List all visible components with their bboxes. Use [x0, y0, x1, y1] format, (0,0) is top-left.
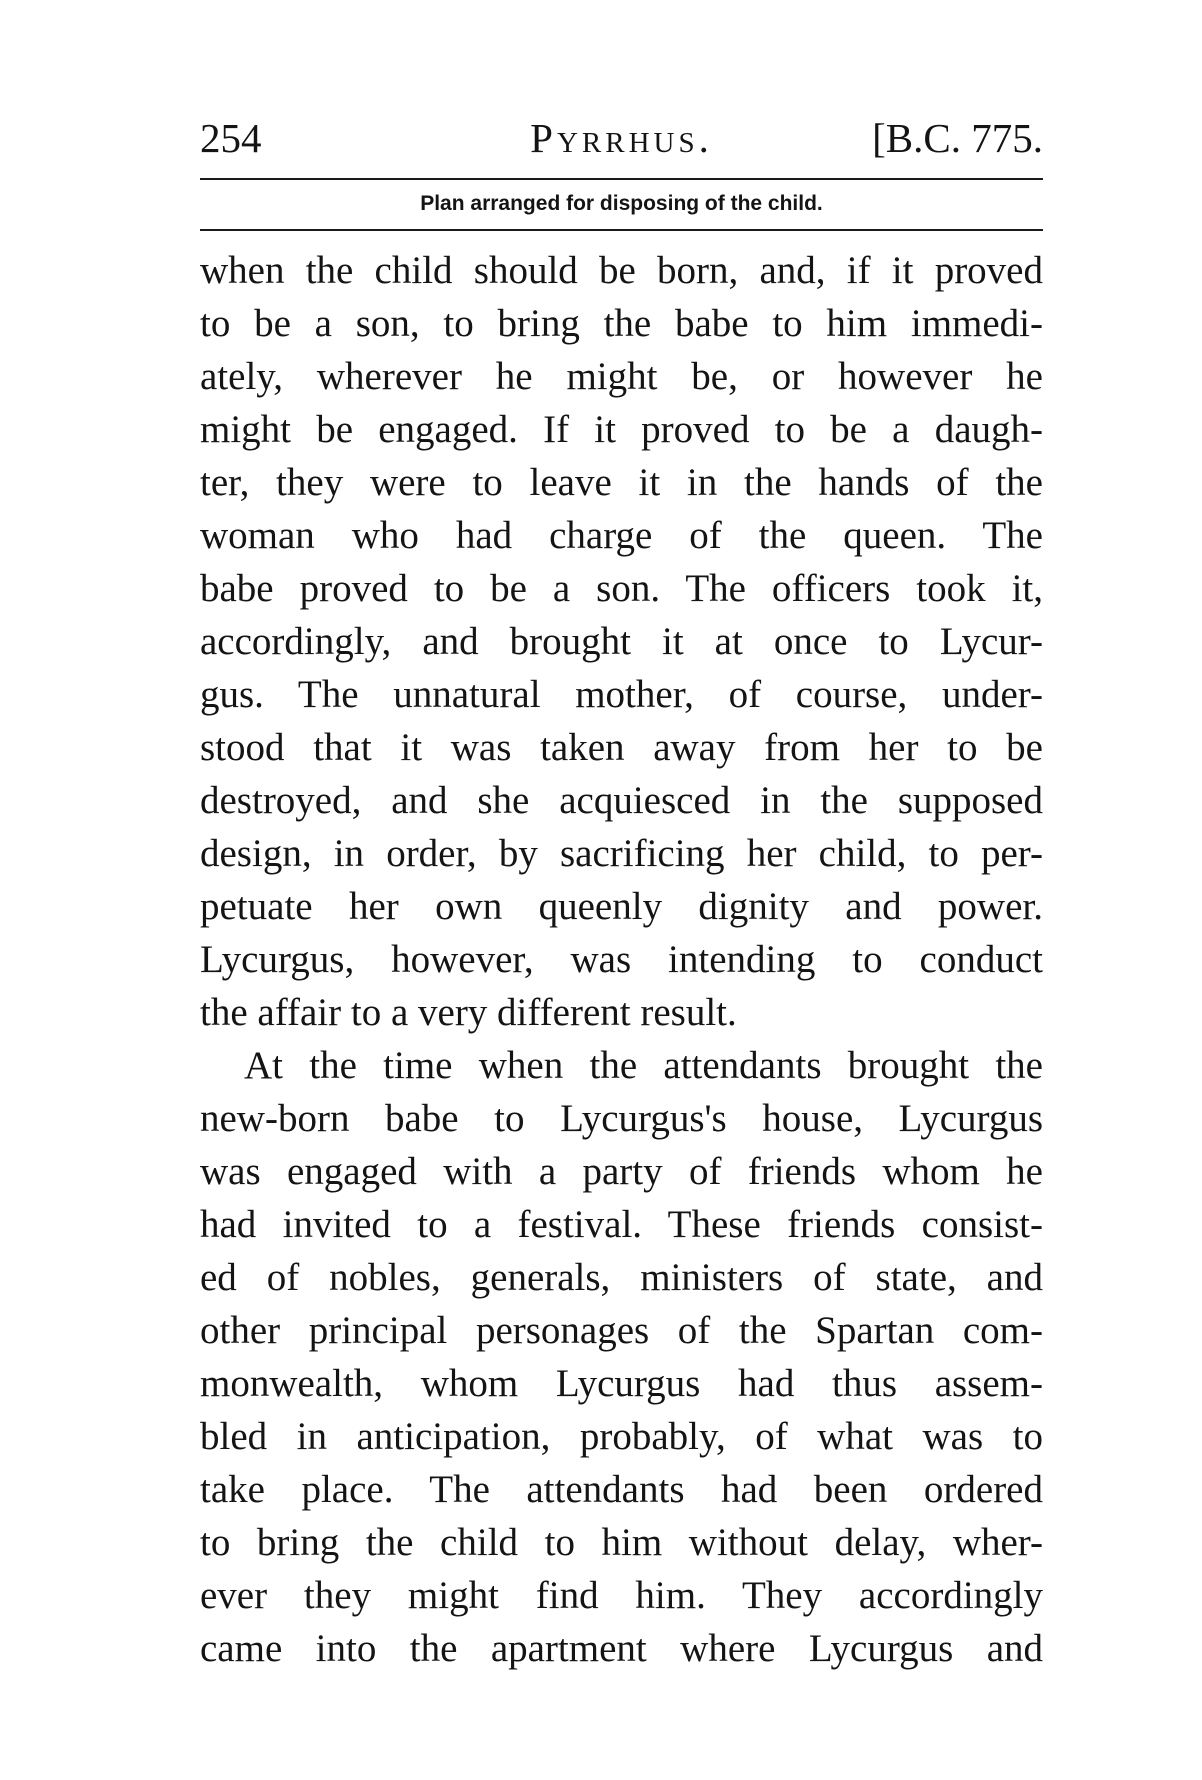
text-line: gus. The unnatural mother, of course, under- [200, 673, 1043, 716]
text-line: was engaged with a party of friends whom he [200, 1150, 1043, 1193]
text-line: ever they might find him. They accordingly [200, 1574, 1043, 1617]
book-title: Pyrrhus. [530, 115, 713, 161]
text-line: destroyed, and she acquiesced in the supposed [200, 779, 1043, 822]
text-line: petuate her own queenly dignity and power. [200, 885, 1043, 928]
text-line: babe proved to be a son. The officers took it, [200, 567, 1043, 610]
text-line: might be engaged. If it proved to be a daugh- [200, 408, 1043, 451]
text-line: new-born babe to Lycurgus's house, Lycurgus [200, 1097, 1043, 1140]
text-line: other principal personages of the Spartan com- [200, 1309, 1043, 1352]
text-line: when the child should be born, and, if it proved [200, 249, 1043, 292]
paragraph-2 [200, 1039, 1043, 1675]
text-line: to be a son, to bring the babe to him immedi- [200, 302, 1043, 345]
text-line: woman who had charge of the queen. The [200, 514, 1043, 557]
text-line: ed of nobles, generals, ministers of state, and [200, 1256, 1043, 1299]
header-rule-bottom [200, 229, 1043, 231]
paragraph-1 [200, 244, 1043, 1039]
text-line: accordingly, and brought it at once to Lycur- [200, 620, 1043, 663]
date-range: [B.C. 775. [872, 115, 1043, 161]
text-line: the affair to a very different result. [200, 991, 737, 1034]
text-line: ter, they were to leave it in the hands of the [200, 461, 1043, 504]
header-rule-top [200, 178, 1043, 180]
page-number: 254 [200, 115, 262, 161]
text-line: stood that it was taken away from her to be [200, 726, 1043, 769]
body-text [200, 244, 1043, 1675]
text-line: design, in order, by sacrificing her child, to per- [200, 832, 1043, 875]
text-line: monwealth, whom Lycurgus had thus assem- [200, 1362, 1043, 1405]
text-line: came into the apartment where Lycurgus and [200, 1627, 1043, 1670]
text-line: At the time when the attendants brought the [244, 1044, 1043, 1087]
text-line: ately, wherever he might be, or however he [200, 355, 1043, 398]
text-line: bled in anticipation, probably, of what was to [200, 1415, 1043, 1458]
section-summary: Plan arranged for disposing of the child. [420, 192, 823, 215]
text-line: had invited to a festival. These friends consist- [200, 1203, 1043, 1246]
text-line: take place. The attendants had been ordered [200, 1468, 1043, 1511]
text-line: to bring the child to him without delay, wher- [200, 1521, 1043, 1564]
running-head [200, 108, 1043, 168]
text-line: Lycurgus, however, was intending to conduct [200, 938, 1043, 981]
